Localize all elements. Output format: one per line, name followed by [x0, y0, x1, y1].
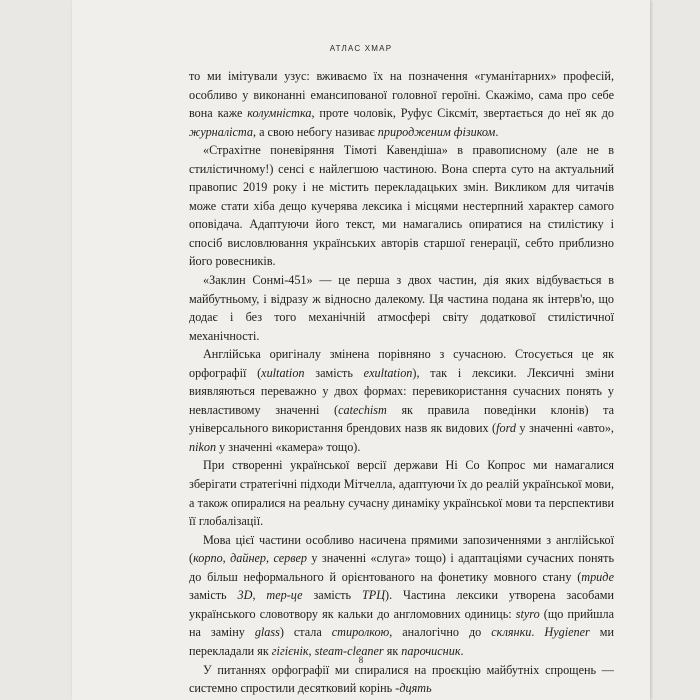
page-number: 8 — [358, 655, 364, 665]
text-run: . — [460, 643, 464, 658]
italic-term: -дцять — [395, 681, 432, 696]
text-run: . — [495, 124, 499, 139]
book-page — [72, 0, 650, 700]
italic-term: steam-cleaner — [314, 643, 384, 658]
italic-term: журналіста — [189, 124, 253, 139]
text-run: як — [383, 643, 402, 658]
text-run: , аналогічно до — [389, 625, 492, 640]
italic-term: catechism — [338, 402, 387, 417]
text-run: замість — [304, 365, 364, 380]
italic-term: 3D — [237, 588, 253, 603]
text-run: як правила поведінки клонів) та універсального використання брендових назв як видових ( — [189, 402, 614, 436]
paragraph — [189, 141, 614, 271]
italic-term: glass — [254, 625, 280, 640]
italic-term: styro — [515, 606, 540, 621]
text-run: ) стала — [279, 625, 332, 640]
running-head: АТЛАС ХМАР — [329, 44, 393, 53]
text-run: то ми імітували узус: вживаємо їх на позначення «гуманітарних» професій, особливо у виконанні емансипованої головної героїні. Скажімо, сама про себе вона каже — [189, 69, 614, 121]
text-run: у значенні «авто», — [515, 421, 614, 436]
paragraph — [189, 67, 614, 141]
text-run: ). Частина лексики утворена засобами українського словотвору як кальки до англомовних одиниць: — [189, 588, 614, 621]
text-run: у значенні «камера» тощо). — [216, 439, 361, 454]
text-run: При створенні української версії держави Ні Со Копрос ми намагалися зберігати стратегічні підходи Мітчелла, адаптуючи їх до реалій української мови, а також опиралися на реальну сучасну динаміку української мови та перспективи її глобалізації. — [189, 458, 614, 529]
italic-term: триде — [581, 569, 614, 584]
text-run: , проте чоловік, Руфус Сіксміт, звертається до неї як до — [311, 106, 614, 121]
italic-term: exultation — [363, 365, 413, 380]
body-text — [189, 67, 614, 698]
italic-term: стиролкою — [331, 625, 390, 640]
paragraph — [189, 456, 614, 530]
text-run: ), так і лексики. Лексичні зміни виявляються переважно у двох формах: перевикористання сучасних понять у невластивому значенні ( — [189, 365, 614, 417]
italic-term: парочисник — [401, 643, 461, 658]
text-run: Англійська оригіналу змінена порівняно з сучасною. Стосується це як орфографії ( — [189, 347, 614, 380]
text-run: , — [308, 643, 315, 658]
text-run: у значенні «слуга» тощо) і адаптаціями сучасних понять до більш неформального й орієнтованого на фонетику мовного стану ( — [189, 551, 614, 584]
italic-term: nikon — [189, 439, 217, 454]
paragraph — [189, 345, 614, 456]
text-run: «Заклин Сонмі-451» — це перша з двох частин, дія яких відбувається в майбутньому, і відразу ж відносно далекому. Ця частина подана як інтерв'ю, що додає і без того механічній атмосфері світу додаткової стилістичної механічності. — [189, 273, 614, 343]
paragraph — [189, 271, 614, 345]
text-run: , а свою небогу називає — [252, 124, 378, 139]
italic-term: тер-це — [266, 588, 303, 603]
italic-term: гігієнік — [271, 643, 309, 658]
text-run: Мова цієї частини особливо насичена прямими запозиченнями з англійської ( — [189, 532, 614, 566]
text-run: ми перекладали як — [189, 625, 614, 658]
italic-term: Hygiener — [544, 625, 590, 640]
italic-term: колумністка — [247, 106, 312, 121]
text-run: замість — [302, 588, 363, 603]
text-run: замість — [189, 588, 238, 603]
italic-term: природженим фізиком — [377, 124, 496, 139]
paragraph — [189, 531, 614, 661]
text-run: (що прийшла на заміну — [189, 606, 614, 640]
italic-term: корпо, дайнер, сервер — [193, 551, 308, 566]
italic-term: xultation — [261, 365, 305, 380]
italic-term: ТРЦ — [362, 588, 386, 603]
text-run: , — [252, 588, 267, 603]
italic-term: склянки — [491, 625, 532, 640]
italic-term: ford — [496, 421, 516, 436]
text-run: У питаннях орфографії ми спиралися на проєкцію майбутніх спрощень — системно спростили десятковий корінь — [189, 662, 614, 696]
paragraph — [189, 661, 614, 698]
text-run: «Страхітне поневіряння Тімоті Кавендіша» в правописному (але не в стилістичному!) сенсі є найлегшою частиною. Вона сперта суто на актуальний правопис 2019 року і не містить перекладацьких змін. Викликом для читачів може стати хіба дещо кучерява лексика і місцями нестерпний характер самого оповідача. Адаптуючи його текст, ми намагались опиратися на стилістику і спосіб висловлювання українських авторів старшої генерації, себто приблизно його ровесників. — [189, 143, 614, 269]
text-run: . — [531, 625, 545, 640]
